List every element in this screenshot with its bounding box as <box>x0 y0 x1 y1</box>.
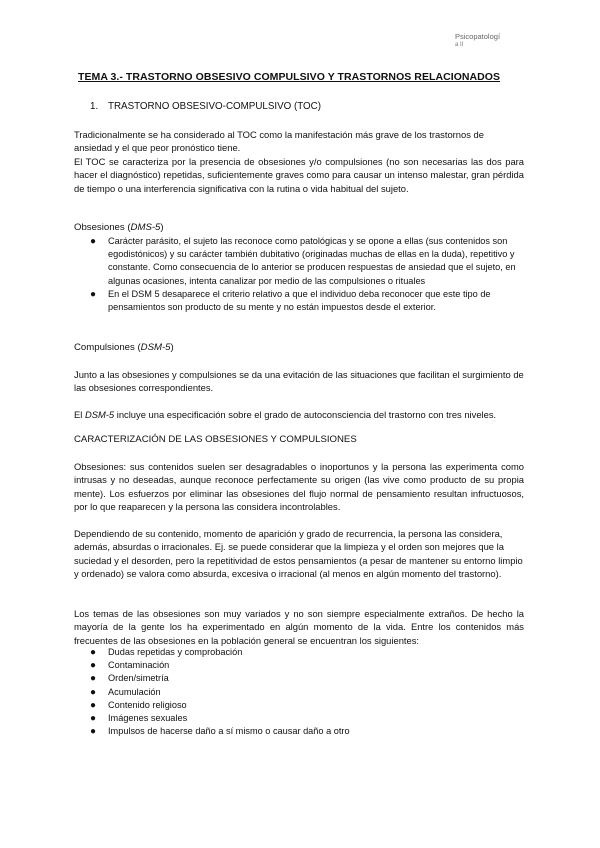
bullet-icon: ● <box>90 647 97 658</box>
compulsiones-paragraph-2 <box>74 408 524 421</box>
dsm-text-em: DSM-5 <box>84 409 115 420</box>
compulsiones-paragraph-1: Junto a las obsesiones y compulsiones se da una evitación de las situaciones que facilitan el surgimiento de las obsesiones correspondientes. <box>74 369 524 394</box>
dsm-text-post: incluye una especificación sobre el grado de autoconsciencia del trastorno con tres niveles. <box>114 409 497 420</box>
section-label: TRASTORNO OBSESIVO-COMPULSIVO (TOC) <box>108 101 322 112</box>
obsesiones-list <box>90 235 526 314</box>
section-1-heading <box>90 101 321 112</box>
list-item <box>90 699 526 712</box>
bullet-icon: ● <box>90 660 97 672</box>
temas-list <box>90 646 526 738</box>
caracterizacion-paragraph-1: Obsesiones: sus contenidos suelen ser desagradables o inoportunos y la persona las experimenta como intrusas y no deseadas, aunque reconoce perfectamente su origen (las vive como producto de su propia mente). Los esfuerzos por eliminar las obsesiones del flujo normal de pensamiento resultan infructuosos, por lo que reaparecen y la persona las considera incontrolables. <box>74 461 524 512</box>
header-line1: Psicopatologí <box>455 32 501 41</box>
compulsiones-heading-em: DSM-5 <box>140 342 171 353</box>
list-item <box>90 686 526 699</box>
compulsiones-heading-text: Compulsiones ( <box>74 342 141 353</box>
list-item <box>90 288 526 314</box>
list-item <box>90 725 526 738</box>
document-title: TEMA 3.- TRASTORNO OBSESIVO COMPULSIVO Y TRASTORNOS RELACIONADOS <box>78 71 501 83</box>
obsesiones-heading-close: ) <box>160 222 164 233</box>
bullet-icon: ● <box>90 236 97 247</box>
dsm-text-pre: El <box>74 409 85 420</box>
list-item <box>90 659 526 672</box>
obsesiones-heading-em: DMS-5 <box>130 222 161 233</box>
list-item <box>90 712 526 725</box>
caracterizacion-heading: CARACTERIZACIÓN DE LAS OBSESIONES Y COMPULSIONES <box>74 434 357 445</box>
intro-paragraph-2: El TOC se caracteriza por la presencia de obsesiones y/o compulsiones (no son necesarias las dos para hacer el diagnóstico) repetidas, suficientemente graves como para causar un intenso malestar, gran pérdida de tiempo o una interferencia significativa con la rutina o vida habitual del sujeto. <box>74 156 524 194</box>
list-item <box>90 646 526 659</box>
list-item <box>90 672 526 685</box>
header-line2: a II <box>455 42 464 48</box>
bullet-icon: ● <box>90 726 97 738</box>
list-item-text: En el DSM 5 desaparece el criterio relativo a que el individuo deba reconocer que este tipo de pensamientos son producto de su mente y no están impuestos desde el exterior. <box>108 288 491 313</box>
list-item <box>90 235 526 288</box>
compulsiones-heading-close: ) <box>170 342 174 353</box>
section-number: 1. <box>90 101 99 112</box>
list-item-text: Contenido religioso <box>108 699 187 710</box>
list-item-text: Carácter parásito, el sujeto las reconoce como patológicas y se opone a ellas (sus contenidos son egodistónicos) y su carácter también dubitativo (originadas muchas de ellas en la duda), repetitivo y constante. Como consecuencia de lo anterior se producen respuestas de ansiedad que el sujeto, en algunas ocasiones, intenta canalizar por medio de las compulsiones o rituales <box>108 236 516 286</box>
bullet-icon: ● <box>90 686 97 698</box>
bullet-icon: ● <box>90 699 97 711</box>
compulsiones-heading <box>74 342 174 353</box>
list-item-text: Acumulación <box>108 686 161 697</box>
running-header <box>455 33 500 49</box>
list-item-text: Dudas repetidas y comprobación <box>108 647 243 657</box>
obsesiones-heading-text: Obsesiones ( <box>74 222 131 233</box>
list-item-text: Contaminación <box>108 660 170 671</box>
obsesiones-heading <box>74 222 164 233</box>
caracterizacion-paragraph-2: Dependiendo de su contenido, momento de aparición y grado de recurrencia, la persona las considera, además, absurdas o irracionales. Ej. se puede considerar que la limpieza y el orden son mejores que la suciedad y el desorden, pero la repetitividad de estos pensamientos (a pesar de mantener su entorno limpio y ordenado) se valora como absurda, excesiva o irracional (al menos en algún momento del trastorno). <box>74 528 523 579</box>
bullet-icon: ● <box>90 288 97 300</box>
list-item-text: Impulsos de hacerse daño a sí mismo o causar daño a otro <box>108 726 350 737</box>
intro-paragraph-1: Tradicionalmente se ha considerado al TOC como la manifestación más grave de los trastornos de ansiedad y el que peor pronóstico tiene. <box>74 129 484 154</box>
caracterizacion-paragraph-3: Los temas de las obsesiones son muy variados y no son siempre especialmente extraños. De hecho la mayoría de la gente los ha experimentado en algún momento de la vida. Entre los contenidos más frecuentes de las obsesiones en la población general se encuentran los siguientes: <box>74 608 524 646</box>
list-item-text: Orden/simetría <box>108 673 169 684</box>
list-item-text: Imágenes sexuales <box>108 713 188 724</box>
bullet-icon: ● <box>90 673 97 685</box>
bullet-icon: ● <box>90 713 97 725</box>
